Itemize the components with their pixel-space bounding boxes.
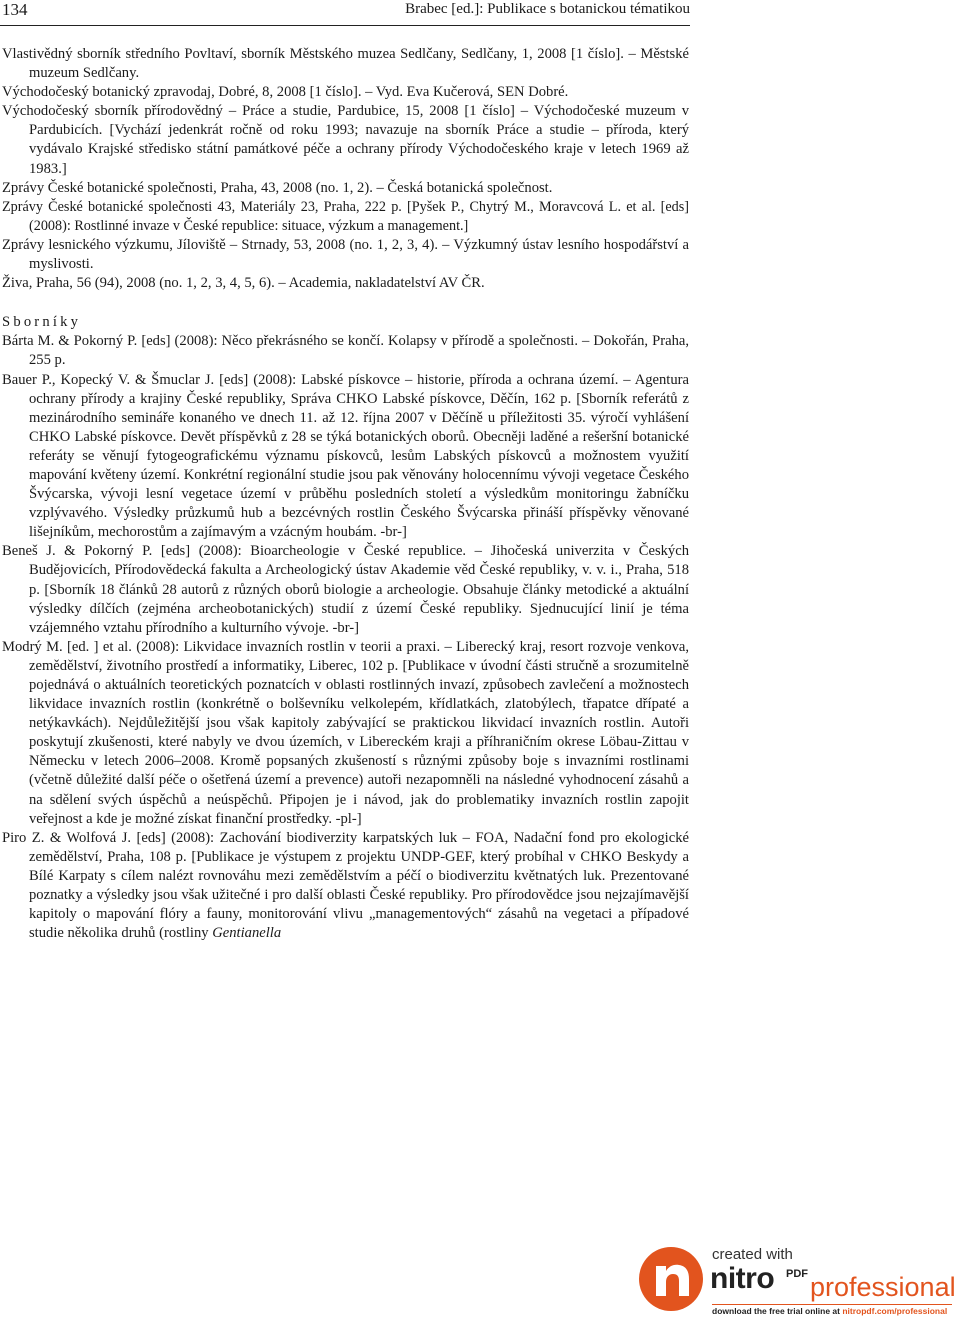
proceedings-entry: Beneš J. & Pokorný P. [eds] (2008): Bioarcheologie v České republice. – Jihočeská univerzita v Českých Budějovicích, Přírodovědecká fakulta a Archeologický ústav Akademie věd České republiky, v. v. i., Praha, 518 p. [Sborník 18 článků 28 autorů z různých oborů biologie a archeologie. Obsahuje články metodické a aktuální výsledky dílčích (zejména archeobotanických) studií z území České republiky. Sjednucující linií je téma vzájemného vztahu přírodního a kulturního vývoje. -br-] — [2, 543, 689, 636]
periodical-entry: Zprávy České botanické společnosti 43, Materiály 23, Praha, 222 p. [Pyšek P., Chytrý M., Moravcová L. et al. [eds] (2008): Rostlinné invaze v České republice: situace, výzkum a management.] — [2, 198, 689, 234]
page-body — [2, 45, 689, 943]
periodical-entry: Živa, Praha, 56 (94), 2008 (no. 1, 2, 3, 4, 5, 6). – Academia, nakladatelství AV ČR. — [2, 275, 485, 292]
italic-species-name: Gentianella — [212, 925, 282, 942]
page-number: 134 — [2, 0, 28, 19]
trial-label: download the free trial online at — [712, 1306, 843, 1316]
proceedings-entry: Bauer P., Kopecký V. & Šmuclar J. [eds] (2008): Labské pískovce – historie, příroda a ochrana území. – Agentura ochrany přírody a krajiny České republiky, Správa CHKO Labské pískovce, Děčín, 162 p. [Sborník referátů z mezinárodního semináře konaného ve dnech 11. až 12. října 2007 v Děčíně u příležitosti 35. výročí vyhlášení CHKO Labské pískovce. Devět příspěvků z 28 se týká botanických oborů. Obecněji laděné a rešeršní botanické referáty se věnují fytogeografickému významu pískovců, lesům Labských pískovců a možnostem využití mapování květeny území. Konkrétní regionální studie jsou pak věnovány holocennímu vývoji vegetace Českého Švýcarska, vývoji lesní vegetace území v průběhu posledních století a výsledkům monitoringu žabníčku vzplývavého. Výsledky průzkumů hub a bezcévných rostlin Českého Švýcarska přináší příspěvky věnované lišejníkům, mechorostům a zajímavým a vzácným houbám. -br-] — [2, 371, 689, 541]
periodical-entry: Východočeský sborník přírodovědný – Práce a studie, Pardubice, 15, 2008 [1 číslo] – Východočeské muzeum v Pardubicích. [Vychází jedenkrát ročně od roku 1993; navazuje na sborník Práce a studie – příroda, který vydávalo Krajské středisko státní památkové péče a ochrany přírody Východočeského kraje v letech 1969 až 1983.] — [2, 103, 689, 177]
proceedings-entry-text: Piro Z. & Wolfová J. [eds] (2008): Zachování biodiverzity karpatských luk – FOA, Nadační fond pro ekologické zemědělství, Praha, 108 p. [Publikace je výstupem z projektu UNDP-GEF, který probíhal v CHKO Beskydy a Bílé Karpaty s cílem nalézt rovnováhu mezi zemědělstvím a péčí o biodiverzitu květnatých luk. Prezentované poznatky a výsledky jsou však užitečné i pro další oblasti České republiky. Pro přírodovědce jsou nejzajímavější kapitoly o mapování flóry a fauny, monitorování vlivu „managementových“ zásahů na vegetaci a případové studie několika druhů (rostliny — [2, 829, 689, 942]
pdf-label: PDF — [786, 1268, 808, 1280]
trial-text — [712, 1306, 947, 1316]
proceedings-list — [2, 332, 689, 943]
nitro-logo-icon — [636, 1244, 706, 1314]
brand-name: nitro — [710, 1262, 775, 1295]
proceedings-entry: Modrý M. [ed. ] et al. (2008): Likvidace invazních rostlin v teorii a praxi. – Liberecký kraj, resort rozvoje venkova, zemědělství, životního prostředí a informatiky, Liberec, 102 p. [Publikace v úvodní části stručně a srozumitelně pojednává o aktuálních teoretických poznatcích v oblasti rostlinných invazí, způsobech zavlečení a možnostech likvidace invazních rostlin (konkrétně o bolševníku velkolepém, křídlatkách, zlatobýlech, třapatce dřípaté a netýkavkách). Nejdůležitější jsou však kapitoly zabývající se praktickou likvidací invazních rostlin. Autoři poskytují zkušenosti, které nabyly ve dvou územích, v Libereckém kraji a příhraničním okrese Löbau-Zittau v Německu v letech 2006–2008. Kromě popsaných zkušeností s různými způsoby boje s invazními rostlinami (včetně důležité další péče o ošetřená území a prevence) autoři nezapomněli na následné vyhodnocení zásahů a na sdělení svých úspěchů a neúspěchů. Připojen je i návod, jak do problematiky invazních rostlin zapojit veřejnost a kde je možné získat finanční prostředky. -pl-] — [2, 638, 689, 827]
periodical-entry: Zprávy lesnického výzkumu, Jíloviště – Strnady, 53, 2008 (no. 1, 2, 3, 4). – Výzkumný ústav lesního hospodářství a myslivosti. — [2, 236, 689, 273]
created-with-text: created with — [712, 1246, 793, 1263]
periodical-entry: Zprávy České botanické společnosti, Praha, 43, 2008 (no. 1, 2). – Česká botanická společnost. — [2, 179, 553, 196]
section-title: Sborníky — [2, 314, 82, 331]
trial-link[interactable]: nitropdf.com/professional — [842, 1306, 948, 1316]
badge-divider — [712, 1304, 952, 1305]
running-head: Brabec [ed.]: Publikace s botanickou tématikou — [405, 1, 690, 17]
page-header — [2, 0, 690, 22]
nitro-watermark-badge[interactable] — [628, 1232, 960, 1320]
periodical-entry: Vlastivědný sborník středního Povltaví, sborník Městského muzea Sedlčany, Sedlčany, 1, 2008 [1 číslo]. – Městské muzeum Sedlčany. — [2, 46, 689, 82]
periodical-entry: Východočeský botanický zpravodaj, Dobré, 8, 2008 [1 číslo]. – Vyd. Eva Kučerová, SEN Dobré. — [2, 84, 569, 101]
header-rule — [0, 25, 690, 26]
proceedings-entry: Bárta M. & Pokorný P. [eds] (2008): Něco překrásného se končí. Kolapsy v přírodě a společnosti. – Dokořán, Praha, 255 p. — [2, 333, 689, 369]
product-name: professional — [810, 1272, 956, 1302]
proceedings-entry — [2, 829, 689, 944]
